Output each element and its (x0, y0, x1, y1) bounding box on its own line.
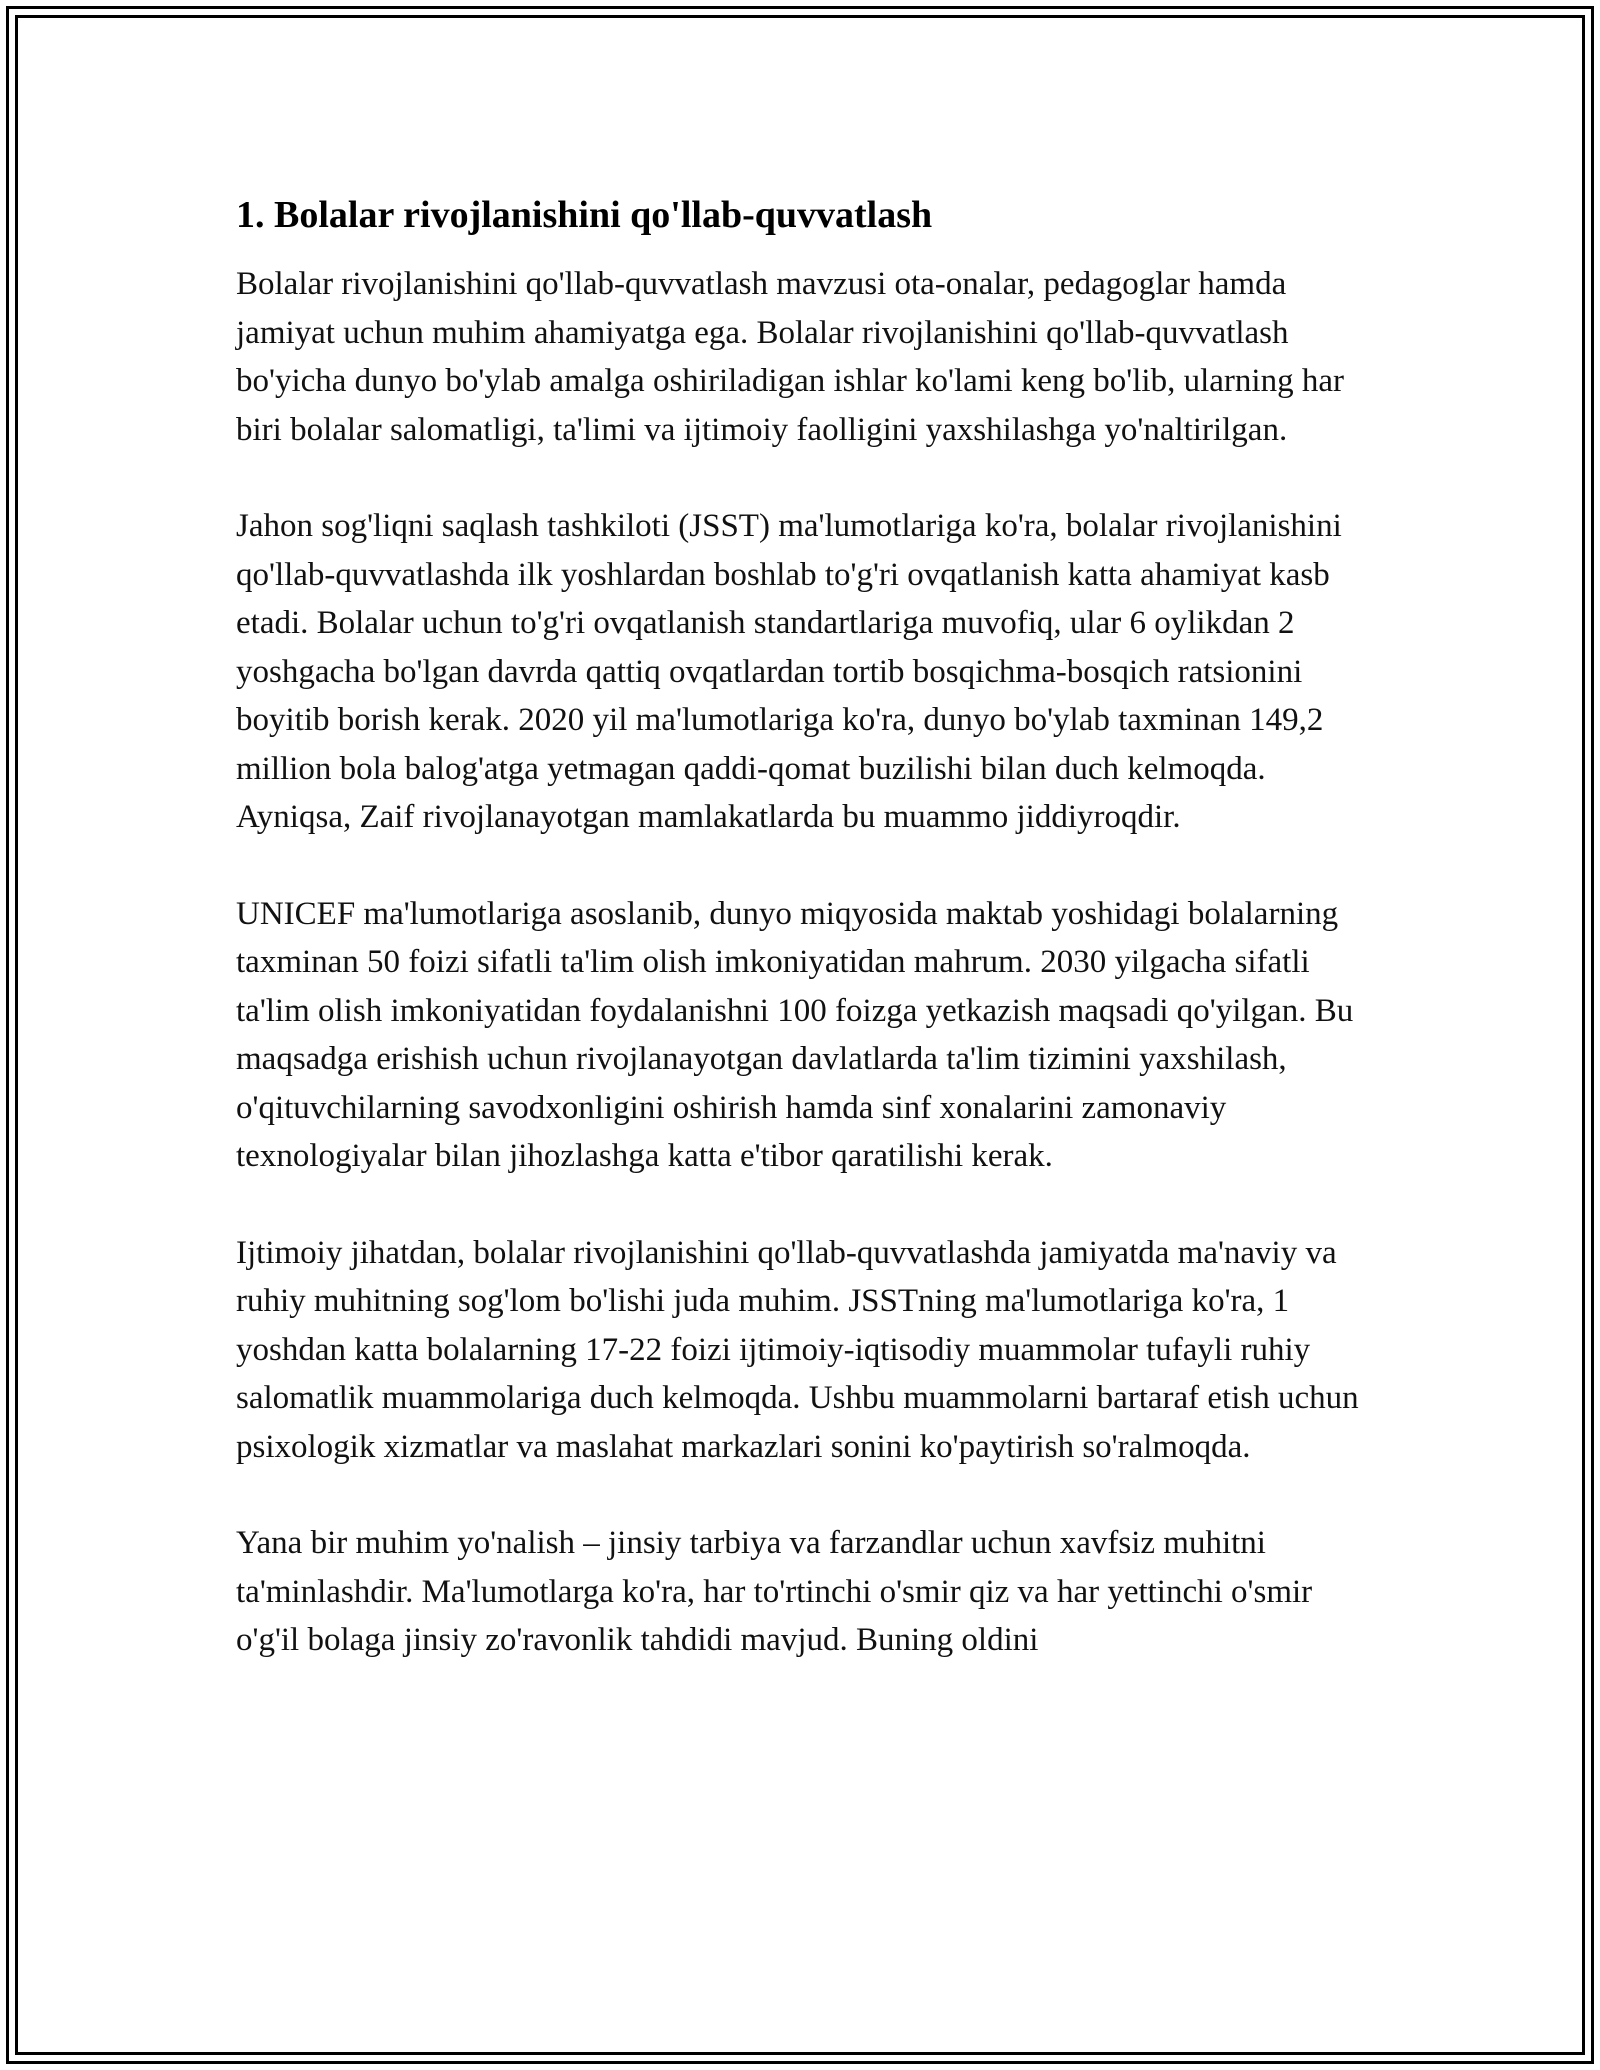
paragraph-safety: Yana bir muhim yo'nalish – jinsiy tarbiya va farzandlar uchun xavfsiz muhitni ta'minlashdir. Ma'lumotlarga ko'ra, har to'rtinchi o'smir qiz va har yettinchi o'smir o'g'il bolaga jinsiy zo'ravonlik tahdidi mavjud. Buning oldini (236, 1525, 1313, 1658)
section-heading: 1. Bolalar rivojlanishini qo'llab-quvvatlash (236, 194, 933, 236)
paragraph-nutrition: Jahon sog'liqni saqlash tashkiloti (JSST) ma'lumotlariga ko'ra, bolalar rivojlanishini qo'llab-quvvatlashda ilk yoshlardan boshlab to'g'ri ovqatlanish katta ahamiyat kasb etadi. Bolalar uchun to'g'ri ovqatlanish standartlariga muvofiq, ular 6 oylikdan 2 yoshgacha bo'lgan davrda qattiq ovqatlardan tortib bosqichma-bosqich ratsionini boyitib borish kerak. 2020 yil ma'lumotlariga ko'ra, dunyo bo'ylab taxminan 149,2 million bola balog'atga yetmagan qaddi-qomat buzilishi bilan duch kelmoqda. Ayniqsa, Zaif rivojlanayotgan mamlakatlarda bu muammo jiddiyroqdir. (236, 508, 1342, 835)
paragraph-intro: Bolalar rivojlanishini qo'llab-quvvatlash mavzusi ota-onalar, pedagoglar hamda jamiyat uchun muhim ahamiyatga ega. Bolalar rivojlanishini qo'llab-quvvatlash bo'yicha dunyo bo'ylab amalga oshiriladigan ishlar ko'lami keng bo'lib, ularning har biri bolalar salomatligi, ta'limi va ijtimoiy faolligini yaxshilashga yo'naltirilgan. (236, 266, 1344, 448)
document-body (236, 188, 1376, 1713)
paragraph-education: UNICEF ma'lumotlariga asoslanib, dunyo miqyosida maktab yoshidagi bolalarning taxminan 50 foizi sifatli ta'lim olish imkoniyatidan mahrum. 2030 yilgacha sifatli ta'lim olish imkoniyatidan foydalanishni 100 foizga yetkazish maqsadi qo'yilgan. Bu maqsadga erishish uchun rivojlanayotgan davlatlarda ta'lim tizimini yaxshilash, o'qituvchilarning savodxonligini oshirish hamda sinf xonalarini zamonaviy texnologiyalar bilan jihozlashga katta e'tibor qaratilishi kerak. (236, 895, 1354, 1174)
paragraph-social: Ijtimoiy jihatdan, bolalar rivojlanishini qo'llab-quvvatlashda jamiyatda ma'naviy va ruhiy muhitning sog'lom bo'lishi juda muhim. JSSTning ma'lumotlariga ko'ra, 1 yoshdan katta bolalarning 17-22 foizi ijtimoiy-iqtisodiy muammolar tufayli ruhiy salomatlik muammolariga duch kelmoqda. Ushbu muammolarni bartaraf etish uchun psixologik xizmatlar va maslahat markazlari sonini ko'paytirish so'ralmoqda. (236, 1234, 1359, 1465)
